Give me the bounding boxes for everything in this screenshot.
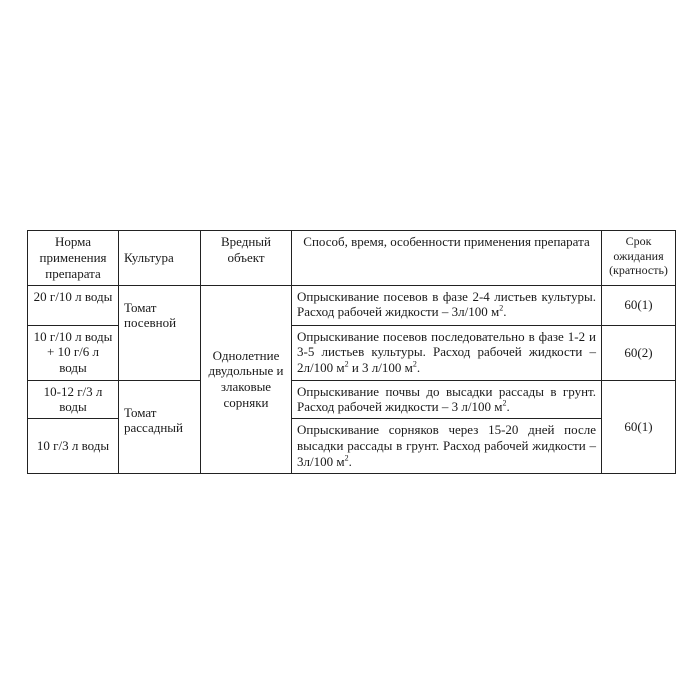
header-pest: Вредный объект — [201, 231, 292, 286]
header-culture: Культура — [119, 231, 201, 286]
norm-cell: 10 г/3 л воды — [28, 419, 119, 474]
table-row — [28, 380, 676, 419]
method-cell: Опрыскивание почвы до высадки рассады в грунт. Расход рабочей жидкости – 3 л/100 $м^2$. — [292, 380, 602, 419]
header-wait: Срок ожидания (кратность) — [602, 231, 676, 286]
norm-cell: 10 г/10 л воды + 10 г/6 л воды — [28, 325, 119, 380]
method-cell: Опрыскивание посевов последовательно в фазе 1-2 и 3-5 листьев культуры. Расход рабочей жидкости – 2л/100 $м^2$ и 3 л/100 $м^2$. — [292, 325, 602, 380]
header-method: Способ, время, особенности применения препарата — [292, 231, 602, 286]
method-cell: Опрыскивание посевов в фазе 2-4 листьев культуры. Расход рабочей жидкости – 3л/100 $м^2$. — [292, 285, 602, 325]
table-row — [28, 285, 676, 325]
wait-cell: 60(1) — [602, 285, 676, 325]
header-row — [28, 231, 676, 286]
culture-cell: Томат рассадный — [119, 380, 201, 473]
wait-cell: 60(2) — [602, 325, 676, 380]
wait-cell: 60(1) — [602, 380, 676, 473]
culture-cell: Томат посевной — [119, 285, 201, 380]
pest-cell: Однолетние двудольные и злаковые сорняки — [201, 285, 292, 473]
usage-table — [27, 230, 676, 474]
header-norm: Норма применения препарата — [28, 231, 119, 286]
norm-cell: 10-12 г/3 л воды — [28, 380, 119, 419]
norm-cell: 20 г/10 л воды — [28, 285, 119, 325]
method-cell: Опрыскивание сорняков через 15-20 дней после высадки рассады в грунт. Расход рабочей жидкости – 3л/100 $м^2$. — [292, 419, 602, 474]
